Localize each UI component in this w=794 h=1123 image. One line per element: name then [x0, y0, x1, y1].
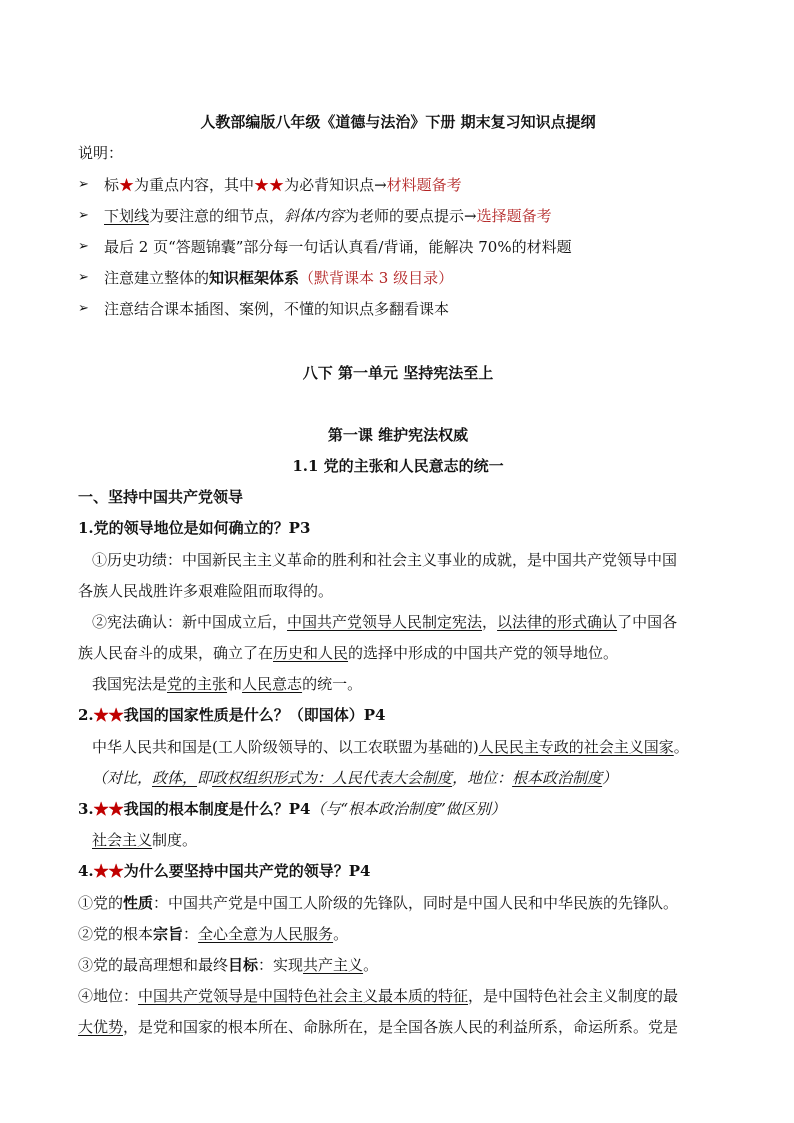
- key-point-stars: ★★: [93, 800, 124, 818]
- q4-answer-line: ①党的性质：中国共产党是中国工人阶级的先锋队，同时是中国人民和中华民族的先锋队。: [78, 894, 679, 912]
- q1-answer-line: 我国宪法是党的主张和人民意志的统一。: [92, 675, 363, 693]
- bullet-arrow-icon: ➢: [78, 239, 89, 254]
- question-2-title: 2.★★我国的国家性质是什么？（即国体）P4: [78, 706, 386, 724]
- q1-answer-line: 各族人民战胜许多艰难险阻而取得的。: [78, 582, 334, 600]
- note-item-1: 标★为重点内容，其中★★为必背知识点→材料题备考: [104, 176, 462, 194]
- question-4-title: 4.★★为什么要坚持中国共产党的领导？P4: [78, 862, 371, 880]
- q1-answer-line: ②宪法确认：新中国成立后，中国共产党领导人民制定宪法，以法律的形式确认了中国各: [92, 613, 678, 631]
- note-item-5: 注意结合课本插图、案例，不懂的知识点多翻看课本: [104, 300, 450, 318]
- unit-title: 八下 第一单元 坚持宪法至上: [302, 364, 494, 382]
- note-item-3: 最后 2 页“答题锦囊”部分每一句话认真看/背诵，能解决 70%的材料题: [104, 238, 572, 256]
- part-heading: 一、坚持中国共产党领导: [78, 488, 244, 506]
- q1-answer-line: ①历史功绩：中国新民主主义革命的胜利和社会主义事业的成就，是中国共产党领导中国: [92, 551, 678, 569]
- q4-answer-line: ③党的最高理想和最终目标：实现共产主义。: [78, 956, 379, 974]
- q2-answer-line: 中华人民共和国是(工人阶级领导的、以工农联盟为基础的)人民民主专政的社会主义国家。: [92, 738, 689, 756]
- question-3-title: 3.★★我国的根本制度是什么？P4（与“根本政治制度”做区别）: [78, 800, 506, 818]
- question-1-title: 1.党的领导地位是如何确立的？P3: [78, 519, 311, 537]
- q3-answer-line: 社会主义制度。: [92, 831, 198, 849]
- lesson-title: 第一课 维护宪法权威: [327, 426, 469, 444]
- note-item-2: 下划线为要注意的细节点，斜体内容为老师的要点提示→选择题备考: [104, 207, 552, 225]
- bullet-arrow-icon: ➢: [78, 301, 89, 316]
- bullet-arrow-icon: ➢: [78, 177, 89, 192]
- q4-answer-line: ②党的根本宗旨：全心全意为人民服务。: [78, 925, 349, 943]
- key-point-stars: ★★: [93, 862, 124, 880]
- note-label: 说明：: [78, 144, 124, 162]
- q1-answer-line: 族人民奋斗的成果，确立了在历史和人民的选择中形成的中国共产党的领导地位。: [78, 644, 619, 662]
- q4-answer-line: 大优势，是党和国家的根本所在、命脉所在，是全国各族人民的利益所系，命运所系。党是: [78, 1018, 679, 1036]
- note-item-4: 注意建立整体的知识框架体系（默背课本 3 级目录）: [104, 269, 454, 287]
- bullet-arrow-icon: ➢: [78, 270, 89, 285]
- key-point-stars: ★★: [93, 706, 124, 724]
- section-title: 1.1 党的主张和人民意志的统一: [292, 457, 504, 475]
- bullet-arrow-icon: ➢: [78, 208, 89, 223]
- q4-answer-line: ④地位：中国共产党领导是中国特色社会主义最本质的特征，是中国特色社会主义制度的最: [78, 987, 679, 1005]
- document-title: 人教部编版八年级《道德与法治》下册 期末复习知识点提纲: [200, 113, 596, 131]
- q2-teacher-note: （对比，政体，即政权组织形式为：人民代表大会制度，地位：根本政治制度）: [92, 769, 618, 787]
